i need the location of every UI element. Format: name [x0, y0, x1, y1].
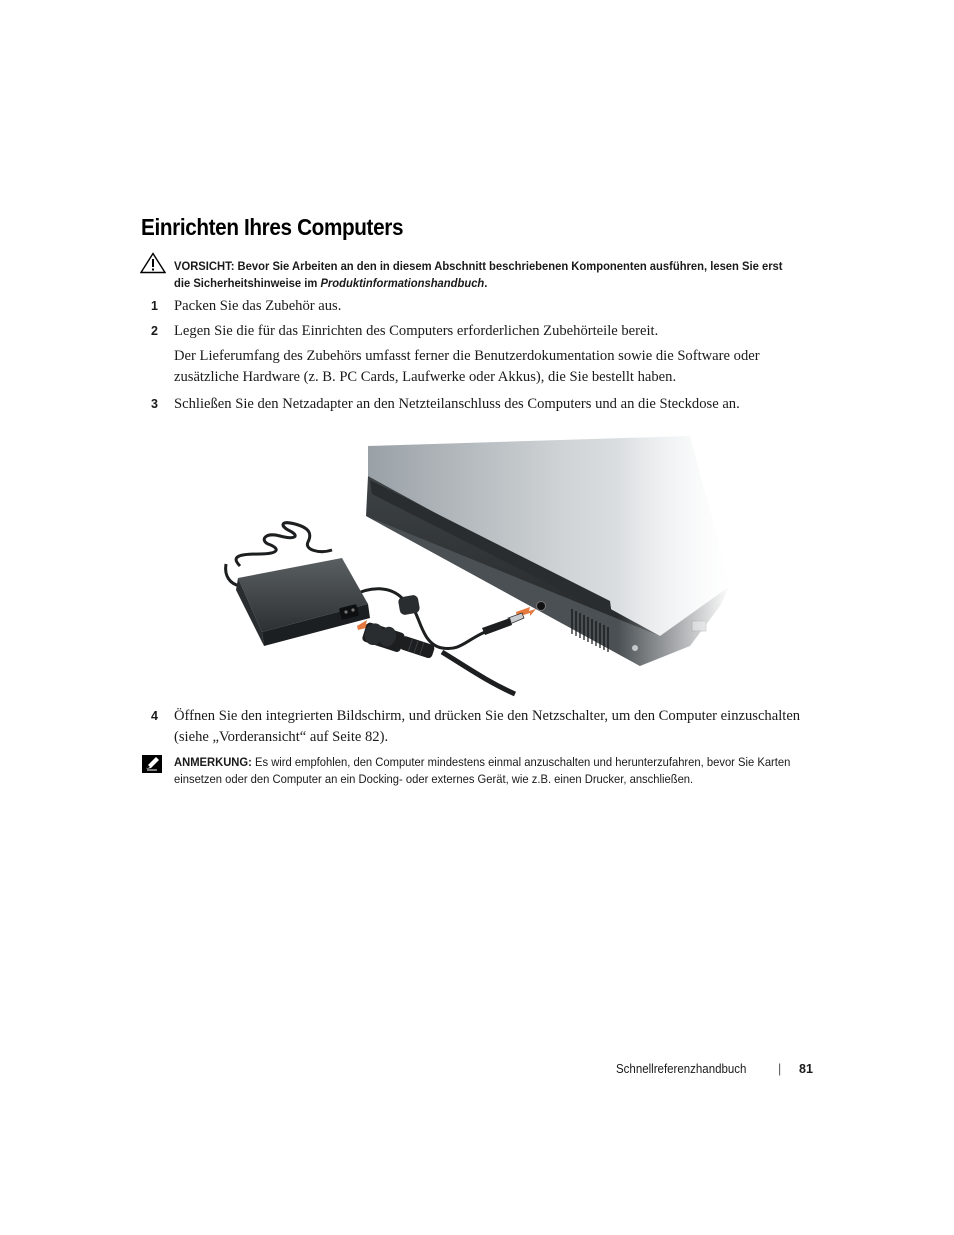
note-label: ANMERKUNG: [174, 755, 252, 769]
step-1-text: Packen Sie das Zubehör aus. [174, 298, 342, 314]
note-notice [174, 754, 800, 788]
footer-separator: | [778, 1062, 782, 1076]
step-4-text: Öffnen Sie den integrierten Bildschirm, und drücken Sie den Netzschalter, um den Computer einzuschalten (siehe „Vorderansicht“ auf Seite 82). [174, 708, 801, 745]
step-2-text: Legen Sie die für das Einrichten des Computers erforderlichen Zubehörteile bereit. [174, 323, 659, 339]
caution-notice [174, 258, 800, 292]
page-title: Einrichten Ihres Computers [141, 214, 404, 240]
step-3-text: Schließen Sie den Netzadapter an den Netzteilanschluss des Computers und an die Steckdose an. [174, 396, 740, 412]
caution-text: Bevor Sie Arbeiten an den in diesem Abschnitt beschriebenen Komponenten ausführen, lesen Sie erst die Sicherheitshinweise im [174, 259, 783, 290]
footer-book-title: Schnellreferenzhandbuch [616, 1062, 747, 1076]
step-3-number: 3 [151, 397, 158, 411]
page-number: 81 [799, 1062, 813, 1076]
step-1-number: 1 [151, 299, 158, 313]
step-4-number: 4 [151, 709, 158, 723]
caution-end: . [484, 276, 488, 290]
step-2-number: 2 [151, 324, 158, 338]
note-text: Es wird empfohlen, den Computer mindestens einmal anzuschalten und herunterzufahren, bevor Sie Karten einsetzen oder den Computer an ein Docking- oder externes Gerät, wie z.B. einen Drucker, anschließen. [174, 755, 791, 786]
laptop-power-adapter-illustration [220, 436, 730, 698]
caution-label: VORSICHT: [174, 259, 235, 273]
step-2-extra-text: Der Lieferumfang des Zubehörs umfasst ferner die Benutzerdokumentation sowie die Software oder zusätzliche Hardware (z. B. PC Cards, Laufwerke oder Akkus), die Sie bestellt haben. [174, 348, 760, 385]
warning-triangle-icon [140, 252, 166, 274]
caution-book-title: Produktinformationshandbuch [320, 276, 485, 290]
note-pencil-icon [141, 754, 163, 774]
